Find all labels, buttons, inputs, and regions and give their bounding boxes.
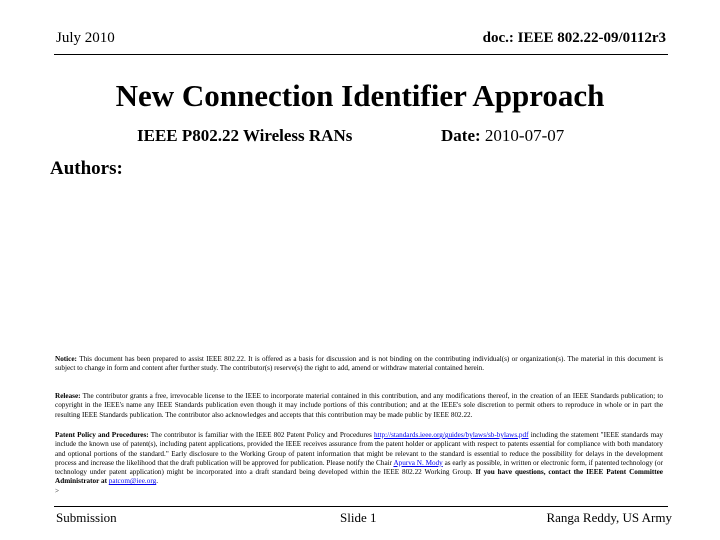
patent-text-2: including the statement "IEEE standards may include the known use of patent(s), including patent applications, provided the IEEE receives assurance from the patent holder or applicant with respect to patents essential for compliance with both mandatory and optional portions of the standard." Early disclosure to the Working Group of patent information that might be relevant to the standard is essential to reduce the possibility for delays in the development process and increase the likelihood that the draft publication will be approved for publication. Please notify the Chair [55, 431, 664, 467]
header-doc-id: doc.: IEEE 802.22-09/0112r3 [482, 30, 666, 46]
patent-text-3: as early as possible, in written or electronic form, if patented technology (or technology under patent application) might be incorporated into a draft standard being developed within the IEEE 802.22 Working Group. [55, 458, 664, 477]
date-value: 2010-07-07 [484, 126, 565, 145]
patcom-email-link[interactable]: patcom@iee.org [108, 477, 157, 486]
authors-label: Authors: [50, 158, 123, 179]
notice-label: Notice: [55, 355, 77, 363]
patent-tail: > [55, 486, 60, 495]
slide-title: New Connection Identifier Approach [115, 78, 605, 113]
patent-paragraph [55, 431, 663, 496]
subtitle: IEEE P802.22 Wireless RANs [137, 126, 353, 145]
footer-submission: Submission [56, 510, 117, 525]
notice-text: This document has been prepared to assist IEEE 802.22. It is offered as a basis for discussion and is not binding on the contributing individual(s) or organization(s). The material in this document is subject to change in form and content after further study. The contributor(s) reserve(s) the right to add, amend or withdraw material contained herein. [55, 355, 663, 373]
release-text: The contributor grants a free, irrevocable license to the IEEE to incorporate material contained in this contribution, and any modifications thereof, in the creation of an IEEE Standards publication; to copyright in the IEEE's name any IEEE Standards publication even though it may include portions of this contribution; and at the IEEE's sole discretion to permit others to reproduce in whole or in part the resulting IEEE Standards publication. The contributor also acknowledges and accepts that this contribution may be made public by IEEE 802.22. [55, 392, 663, 419]
release-label: Release: [55, 392, 81, 400]
date-label: Date: [441, 126, 481, 145]
header-divider [54, 54, 668, 55]
header-date: July 2010 [56, 30, 115, 46]
patent-contact-text: If you have questions, contact the IEEE Patent Committee Administrator at [55, 468, 663, 486]
notice-paragraph [55, 355, 663, 374]
patent-policy-link[interactable]: http://standards.ieee.org/guides/bylaws/sb-bylaws.pdf [373, 431, 529, 439]
patent-label: Patent Policy and Procedures: [55, 431, 149, 439]
chair-link[interactable]: Apurva N. Mody [393, 458, 443, 467]
patent-text-1: The contributor is familiar with the IEEE 802 Patent Policy and Procedures [150, 431, 372, 439]
date-line [441, 126, 564, 146]
footer-slide-number: Slide 1 [340, 510, 377, 525]
patent-trail: . [156, 477, 158, 486]
release-paragraph [55, 392, 663, 420]
footer-author: Ranga Reddy, US Army [546, 510, 672, 525]
footer-divider [54, 506, 668, 507]
